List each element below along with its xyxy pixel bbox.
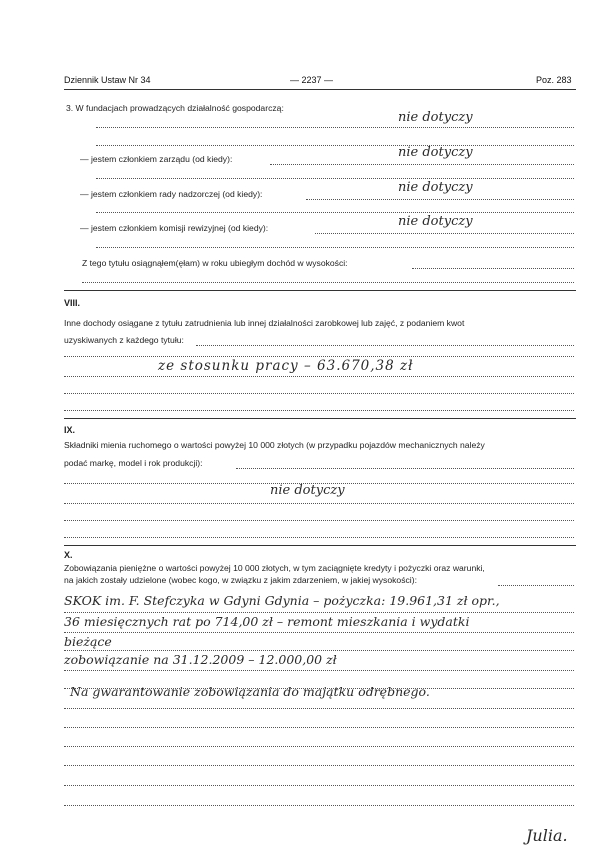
dotted-line (412, 268, 574, 269)
dotted-line (64, 376, 574, 377)
supervisory-board-label: — jestem członkiem rady nadzorczej (od kiedy): (80, 189, 263, 199)
dotted-line (306, 199, 574, 200)
dotted-line (64, 708, 574, 709)
handwritten-answer: nie dotyczy (398, 110, 473, 125)
dotted-line (64, 727, 574, 728)
audit-committee-label: — jestem członkiem komisji rewizyjnej (od kiedy): (80, 223, 269, 233)
handwritten-liability-line: Na gwarantowanie zobowiązania do majątku odrębnego. (70, 684, 430, 699)
handwritten-answer: nie dotyczy (398, 214, 473, 229)
section-viii-text: uzyskiwanych z każdego tytułu: (64, 335, 184, 345)
dotted-line (96, 178, 574, 179)
handwritten-liability-line: SKOK im. F. Stefczyka w Gdyni Gdynia – pożyczka: 19.961,31 zł opr., (64, 593, 500, 608)
income-label: Z tego tytułu osiągnąłem(ęłam) w roku ubiegłym dochód w wysokości: (82, 258, 348, 268)
dotted-line (270, 164, 574, 165)
dotted-line (64, 765, 574, 766)
dotted-line (64, 356, 574, 357)
dotted-line (96, 145, 574, 146)
section-divider (64, 290, 576, 291)
section-x-heading: X. (64, 550, 73, 560)
dotted-line (64, 650, 574, 651)
section-divider (64, 545, 576, 546)
dotted-line (64, 612, 574, 613)
section-x-text: na jakich zostały udzielone (wobec kogo, w związku z jakim zdarzeniem, w jakiej wysokości): (64, 575, 417, 585)
dotted-line (96, 247, 574, 248)
section-viii-heading: VIII. (64, 298, 81, 308)
handwritten-liability-line: bieżące (64, 634, 112, 649)
dotted-line (196, 345, 574, 346)
dotted-line (64, 520, 574, 521)
dotted-line (64, 393, 574, 394)
dotted-line (96, 127, 574, 128)
handwritten-answer: nie dotyczy (398, 145, 473, 160)
dotted-line (64, 746, 574, 747)
dotted-line (64, 503, 574, 504)
handwritten-liability-line: 36 miesięcznych rat po 714,00 zł – remont mieszkania i wydatki (64, 614, 470, 629)
dotted-line (64, 785, 574, 786)
handwritten-liability-line: zobowiązanie na 31.12.2009 – 12.000,00 zł (64, 652, 337, 667)
header-page-number: — 2237 — (290, 75, 334, 85)
handwritten-answer: nie dotyczy (270, 483, 345, 498)
dotted-line (64, 805, 574, 806)
section-ix-text: podać markę, model i rok produkcji): (64, 458, 203, 468)
dotted-line (498, 585, 574, 586)
dotted-line (64, 670, 574, 671)
section-ix-text: Składniki mienia ruchomego o wartości powyżej 10 000 złotych (w przypadku pojazdów mechanicznych należy (64, 440, 485, 450)
foundations-intro: 3. W fundacjach prowadzących działalność gospodarczą: (66, 103, 284, 113)
section-ix-heading: IX. (64, 425, 76, 435)
section-x-text: Zobowiązania pieniężne o wartości powyżej 10 000 złotych, w tym zaciągnięte kredyty i pożyczki oraz warunki, (64, 563, 485, 573)
signature: Julia. (526, 826, 568, 845)
section-viii-text: Inne dochody osiągane z tytułu zatrudnienia lub innej działalności zarobkowej lub zajęć, z podaniem kwot (64, 318, 465, 328)
dotted-line (82, 282, 574, 283)
dotted-line (236, 468, 574, 469)
dotted-line (315, 233, 574, 234)
section-divider (64, 418, 576, 419)
header-position: Poz. 283 (536, 75, 572, 85)
handwritten-answer: nie dotyczy (398, 180, 473, 195)
dotted-line (96, 212, 574, 213)
dotted-line (64, 410, 574, 411)
header-rule (64, 89, 576, 90)
dotted-line (64, 537, 574, 538)
handwritten-answer: ze stosunku pracy – 63.670,38 zł (158, 358, 414, 374)
board-member-label: — jestem członkiem zarządu (od kiedy): (80, 154, 233, 164)
header-journal-title: Dziennik Ustaw Nr 34 (64, 75, 151, 85)
dotted-line (64, 632, 574, 633)
